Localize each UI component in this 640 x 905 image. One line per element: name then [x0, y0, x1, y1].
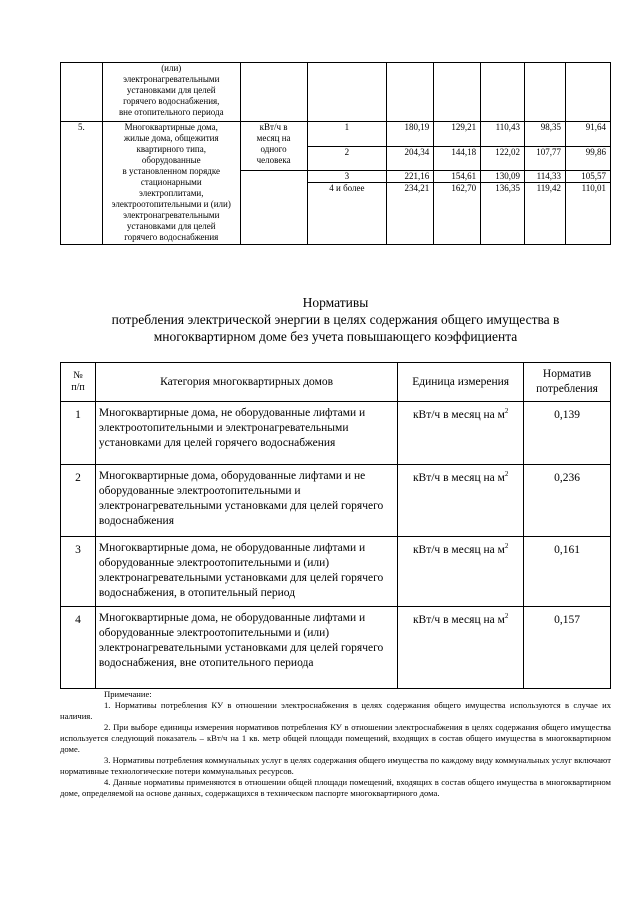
- norms-table: [60, 362, 611, 689]
- value-cell: 91,64: [566, 122, 611, 147]
- continuation-category: (или) электронагревательными установками для целей горячего водоснабжения, вне отопительного периода: [102, 63, 240, 122]
- table-row: [61, 607, 611, 689]
- row-value: 0,161: [524, 537, 611, 607]
- row-unit: кВт/ч в месяц на $м^2$: [398, 607, 524, 689]
- table-row: [61, 402, 611, 465]
- header-category: Категория многоквартирных домов: [95, 363, 397, 402]
- row-value: 0,139: [524, 402, 611, 465]
- header-unit: Единица измерения: [398, 363, 524, 402]
- value-cell: 110,43: [481, 122, 525, 147]
- row-category: Многоквартирные дома, оборудованные лифтами и не оборудованные электроотопительными и электронагревательными установками для целей горячего водоснабжения: [95, 465, 397, 537]
- notes-heading: Примечание:: [104, 689, 152, 699]
- row-category: Многоквартирные дома, жилые дома, общежития квартирного типа, оборудованные в установленном порядке стационарными электроплитами, электроотопительными и (или) электронагревательными установками для целей горячего водоснабжения: [102, 122, 240, 245]
- value-cell: 105,57: [566, 171, 611, 183]
- value-cell: 99,86: [566, 146, 611, 171]
- row-unit: кВт/ч в месяц на $м^2$: [398, 537, 524, 607]
- value-cell: 234,21: [387, 183, 434, 245]
- top-continuation-table: [60, 62, 611, 245]
- title-line: потребления электрической энергии в целях содержания общего имущества в: [111, 312, 560, 327]
- row-number: 4: [61, 607, 96, 689]
- value-cell: 114,33: [525, 171, 566, 183]
- row-number: 5.: [61, 122, 103, 245]
- table-header-row: [61, 363, 611, 402]
- notes: [60, 689, 611, 799]
- row-value: 0,157: [524, 607, 611, 689]
- header-num: № п/п: [61, 363, 96, 402]
- value-cell: 110,01: [566, 183, 611, 245]
- title-line: Нормативы: [302, 295, 369, 310]
- table-row: [61, 122, 611, 147]
- row-value: 0,236: [524, 465, 611, 537]
- header-norm: Норматив потребления: [524, 363, 611, 402]
- value-cell: 204,34: [387, 146, 434, 171]
- row-category: Многоквартирные дома, не оборудованные лифтами и электроотопительными и электронагревательными установками для целей горячего водоснабжения: [95, 402, 397, 465]
- table-row: [61, 63, 611, 122]
- value-cell: 130,09: [481, 171, 525, 183]
- note-item: 3. Нормативы потребления коммунальных услуг в целях содержания общего имущества по каждому виду коммунальных услуг включают нормативные технологические потери коммунальных ресурсов.: [60, 755, 611, 776]
- value-cell: 162,70: [434, 183, 481, 245]
- value-cell: 144,18: [434, 146, 481, 171]
- section-title: [60, 294, 611, 345]
- note-item: 2. При выборе единицы измерения нормативов потребления КУ в отношении электроснабжения в целях содержания общего имущества используется следующий показатель – кВт/ч на 1 кв. метр общей площади помещений, входящих в состав общего имущества в многоквартирном доме.: [60, 722, 611, 754]
- value-cell: 98,35: [525, 122, 566, 147]
- value-cell: 221,16: [387, 171, 434, 183]
- row-number: 3: [61, 537, 96, 607]
- rooms-cell: 2: [307, 146, 387, 171]
- title-line: многоквартирном доме без учета повышающего коэффициента: [153, 329, 518, 344]
- table-row: [61, 537, 611, 607]
- rooms-cell: 4 и более: [307, 183, 387, 245]
- row-number: 2: [61, 465, 96, 537]
- value-cell: 107,77: [525, 146, 566, 171]
- value-cell: 122,02: [481, 146, 525, 171]
- row-category: Многоквартирные дома, не оборудованные лифтами и оборудованные электроотопительными и (или) электронагревательными установками для целей горячего водоснабжения, в отопительный период: [95, 537, 397, 607]
- row-unit: кВт/ч в месяц на одного человека: [240, 122, 307, 171]
- rooms-cell: 1: [307, 122, 387, 147]
- value-cell: 119,42: [525, 183, 566, 245]
- row-category: Многоквартирные дома, не оборудованные лифтами и оборудованные электроотопительными и (или) электронагревательными установками для целей горячего водоснабжения, вне отопительного периода: [95, 607, 397, 689]
- value-cell: 180,19: [387, 122, 434, 147]
- value-cell: 129,21: [434, 122, 481, 147]
- note-item: 4. Данные нормативы применяются в отношении общей площади помещений, входящих в состав общего имущества в многоквартирном доме, определяемой на основе данных, содержащихся в техническом паспорте многоквартирного дома.: [60, 777, 611, 798]
- rooms-cell: 3: [307, 171, 387, 183]
- row-unit: кВт/ч в месяц на $м^2$: [398, 402, 524, 465]
- value-cell: 154,61: [434, 171, 481, 183]
- note-item: 1. Нормативы потребления КУ в отношении электроснабжения в целях содержания общего имущества используются в случае их наличия.: [60, 700, 611, 721]
- value-cell: 136,35: [481, 183, 525, 245]
- row-unit: кВт/ч в месяц на $м^2$: [398, 465, 524, 537]
- row-number: 1: [61, 402, 96, 465]
- table-row: [61, 465, 611, 537]
